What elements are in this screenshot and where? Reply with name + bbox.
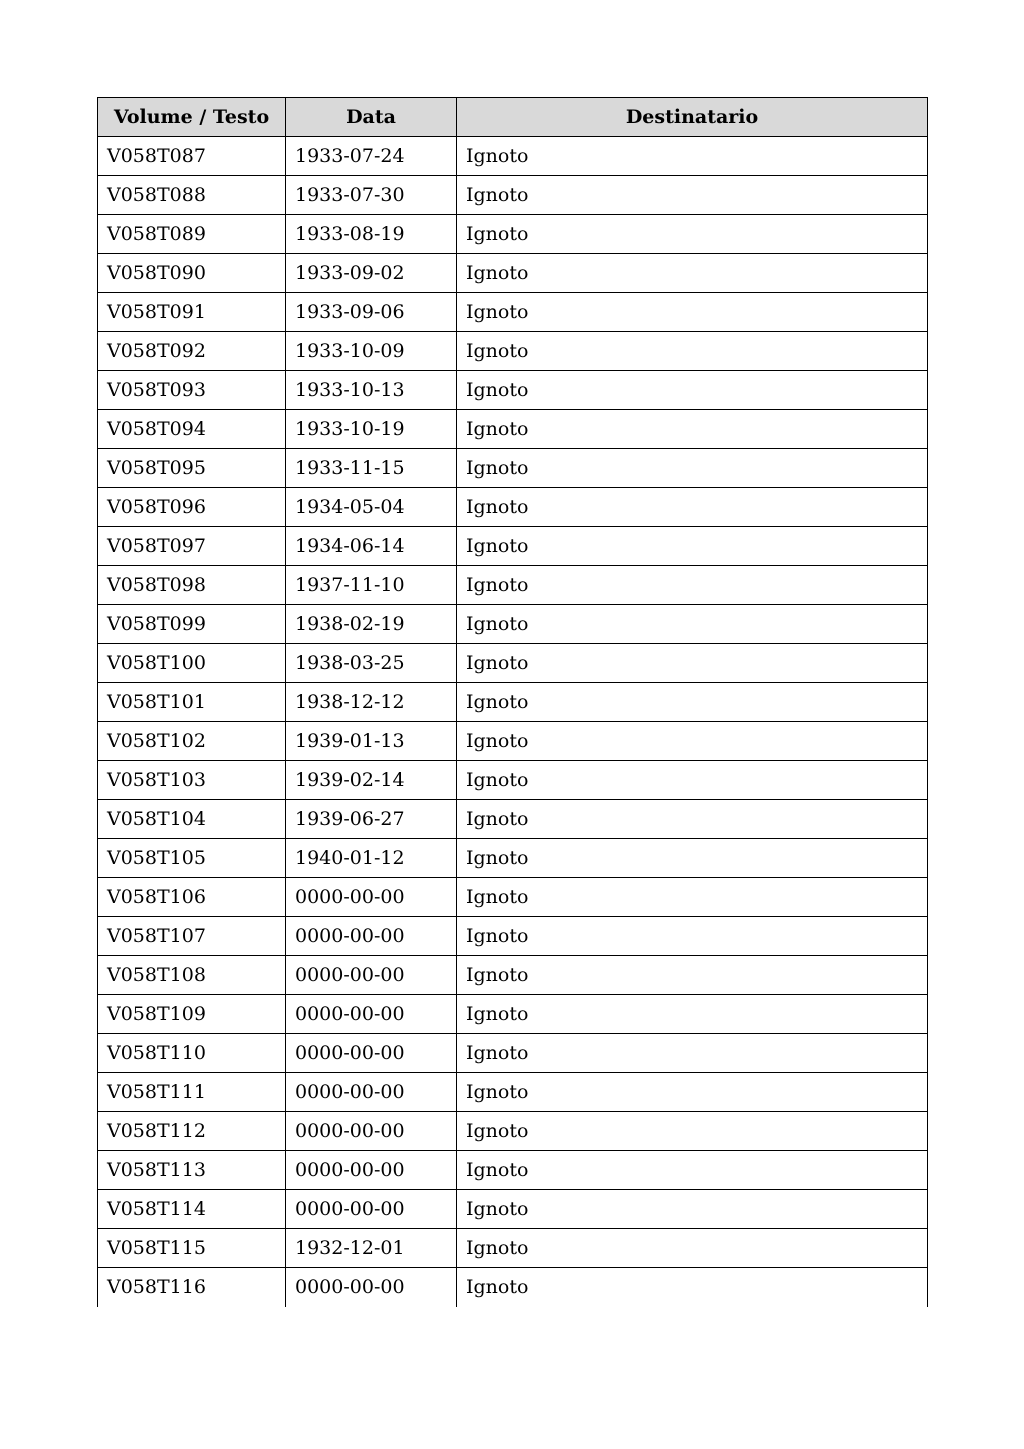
cell-destinatario: Ignoto xyxy=(457,605,928,644)
cell-data: 1933-09-06 xyxy=(286,293,457,332)
cell-data: 0000-00-00 xyxy=(286,995,457,1034)
table-row xyxy=(98,488,928,527)
cell-data: 0000-00-00 xyxy=(286,1112,457,1151)
table-row xyxy=(98,917,928,956)
table-row xyxy=(98,722,928,761)
cell-volume-testo: V058T112 xyxy=(98,1112,286,1151)
cell-data: 1934-05-04 xyxy=(286,488,457,527)
cell-data: 1939-02-14 xyxy=(286,761,457,800)
table-body xyxy=(98,137,928,1307)
table-row xyxy=(98,410,928,449)
table-row xyxy=(98,566,928,605)
cell-volume-testo: V058T097 xyxy=(98,527,286,566)
cell-destinatario: Ignoto xyxy=(457,449,928,488)
cell-data: 0000-00-00 xyxy=(286,956,457,995)
cell-data: 1938-12-12 xyxy=(286,683,457,722)
cell-destinatario: Ignoto xyxy=(457,566,928,605)
table-row xyxy=(98,176,928,215)
cell-data: 1940-01-12 xyxy=(286,839,457,878)
cell-volume-testo: V058T115 xyxy=(98,1229,286,1268)
cell-destinatario: Ignoto xyxy=(457,254,928,293)
table-row xyxy=(98,800,928,839)
table-row xyxy=(98,1190,928,1229)
cell-destinatario: Ignoto xyxy=(457,878,928,917)
cell-destinatario: Ignoto xyxy=(457,722,928,761)
cell-destinatario: Ignoto xyxy=(457,956,928,995)
cell-data: 0000-00-00 xyxy=(286,1190,457,1229)
table-row xyxy=(98,995,928,1034)
table-row xyxy=(98,605,928,644)
cell-volume-testo: V058T113 xyxy=(98,1151,286,1190)
cell-data: 1933-07-30 xyxy=(286,176,457,215)
cell-destinatario: Ignoto xyxy=(457,176,928,215)
cell-volume-testo: V058T092 xyxy=(98,332,286,371)
cell-destinatario: Ignoto xyxy=(457,1268,928,1307)
cell-volume-testo: V058T111 xyxy=(98,1073,286,1112)
table-row xyxy=(98,761,928,800)
table-row xyxy=(98,644,928,683)
cell-destinatario: Ignoto xyxy=(457,1112,928,1151)
cell-data: 1933-07-24 xyxy=(286,137,457,176)
cell-volume-testo: V058T100 xyxy=(98,644,286,683)
table-row xyxy=(98,371,928,410)
cell-destinatario: Ignoto xyxy=(457,1073,928,1112)
cell-destinatario: Ignoto xyxy=(457,1034,928,1073)
cell-destinatario: Ignoto xyxy=(457,917,928,956)
table-row xyxy=(98,839,928,878)
cell-data: 1933-10-13 xyxy=(286,371,457,410)
cell-volume-testo: V058T110 xyxy=(98,1034,286,1073)
table-header-row xyxy=(98,98,928,137)
cell-data: 1933-10-09 xyxy=(286,332,457,371)
cell-volume-testo: V058T088 xyxy=(98,176,286,215)
cell-data: 1932-12-01 xyxy=(286,1229,457,1268)
cell-volume-testo: V058T096 xyxy=(98,488,286,527)
cell-volume-testo: V058T103 xyxy=(98,761,286,800)
cell-data: 1938-03-25 xyxy=(286,644,457,683)
cell-destinatario: Ignoto xyxy=(457,137,928,176)
table-row xyxy=(98,1112,928,1151)
cell-volume-testo: V058T109 xyxy=(98,995,286,1034)
cell-volume-testo: V058T114 xyxy=(98,1190,286,1229)
cell-volume-testo: V058T098 xyxy=(98,566,286,605)
cell-destinatario: Ignoto xyxy=(457,761,928,800)
cell-destinatario: Ignoto xyxy=(457,215,928,254)
cell-volume-testo: V058T087 xyxy=(98,137,286,176)
cell-destinatario: Ignoto xyxy=(457,488,928,527)
cell-data: 0000-00-00 xyxy=(286,917,457,956)
table-row xyxy=(98,527,928,566)
column-header-data: Data xyxy=(286,98,457,137)
cell-destinatario: Ignoto xyxy=(457,995,928,1034)
cell-data: 1934-06-14 xyxy=(286,527,457,566)
cell-destinatario: Ignoto xyxy=(457,644,928,683)
cell-destinatario: Ignoto xyxy=(457,1229,928,1268)
cell-data: 1933-11-15 xyxy=(286,449,457,488)
table-row xyxy=(98,254,928,293)
table-row xyxy=(98,332,928,371)
cell-data: 0000-00-00 xyxy=(286,1151,457,1190)
cell-destinatario: Ignoto xyxy=(457,371,928,410)
cell-data: 0000-00-00 xyxy=(286,878,457,917)
cell-volume-testo: V058T102 xyxy=(98,722,286,761)
cell-destinatario: Ignoto xyxy=(457,332,928,371)
cell-destinatario: Ignoto xyxy=(457,1151,928,1190)
cell-volume-testo: V058T105 xyxy=(98,839,286,878)
cell-volume-testo: V058T116 xyxy=(98,1268,286,1307)
table-row xyxy=(98,293,928,332)
column-header-destinatario: Destinatario xyxy=(457,98,928,137)
table-row xyxy=(98,1229,928,1268)
cell-data: 1937-11-10 xyxy=(286,566,457,605)
cell-data: 1939-06-27 xyxy=(286,800,457,839)
cell-data: 1933-10-19 xyxy=(286,410,457,449)
cell-volume-testo: V058T099 xyxy=(98,605,286,644)
cell-data: 0000-00-00 xyxy=(286,1034,457,1073)
cell-destinatario: Ignoto xyxy=(457,293,928,332)
table-row xyxy=(98,137,928,176)
table-row xyxy=(98,1268,928,1307)
cell-volume-testo: V058T094 xyxy=(98,410,286,449)
table-row xyxy=(98,449,928,488)
cell-volume-testo: V058T091 xyxy=(98,293,286,332)
cell-data: 1933-09-02 xyxy=(286,254,457,293)
table-row xyxy=(98,878,928,917)
cell-destinatario: Ignoto xyxy=(457,839,928,878)
document-table xyxy=(97,97,928,1307)
cell-volume-testo: V058T089 xyxy=(98,215,286,254)
cell-volume-testo: V058T104 xyxy=(98,800,286,839)
cell-volume-testo: V058T106 xyxy=(98,878,286,917)
cell-data: 1933-08-19 xyxy=(286,215,457,254)
cell-volume-testo: V058T095 xyxy=(98,449,286,488)
cell-volume-testo: V058T101 xyxy=(98,683,286,722)
cell-data: 1939-01-13 xyxy=(286,722,457,761)
cell-data: 0000-00-00 xyxy=(286,1073,457,1112)
cell-volume-testo: V058T090 xyxy=(98,254,286,293)
cell-volume-testo: V058T107 xyxy=(98,917,286,956)
table-row xyxy=(98,215,928,254)
table-row xyxy=(98,1034,928,1073)
table-row xyxy=(98,1151,928,1190)
column-header-volume-testo: Volume / Testo xyxy=(98,98,286,137)
table-row xyxy=(98,1073,928,1112)
cell-destinatario: Ignoto xyxy=(457,527,928,566)
cell-destinatario: Ignoto xyxy=(457,683,928,722)
table-row xyxy=(98,956,928,995)
cell-volume-testo: V058T108 xyxy=(98,956,286,995)
cell-destinatario: Ignoto xyxy=(457,410,928,449)
cell-data: 0000-00-00 xyxy=(286,1268,457,1307)
table-row xyxy=(98,683,928,722)
cell-data: 1938-02-19 xyxy=(286,605,457,644)
cell-destinatario: Ignoto xyxy=(457,800,928,839)
cell-volume-testo: V058T093 xyxy=(98,371,286,410)
cell-destinatario: Ignoto xyxy=(457,1190,928,1229)
